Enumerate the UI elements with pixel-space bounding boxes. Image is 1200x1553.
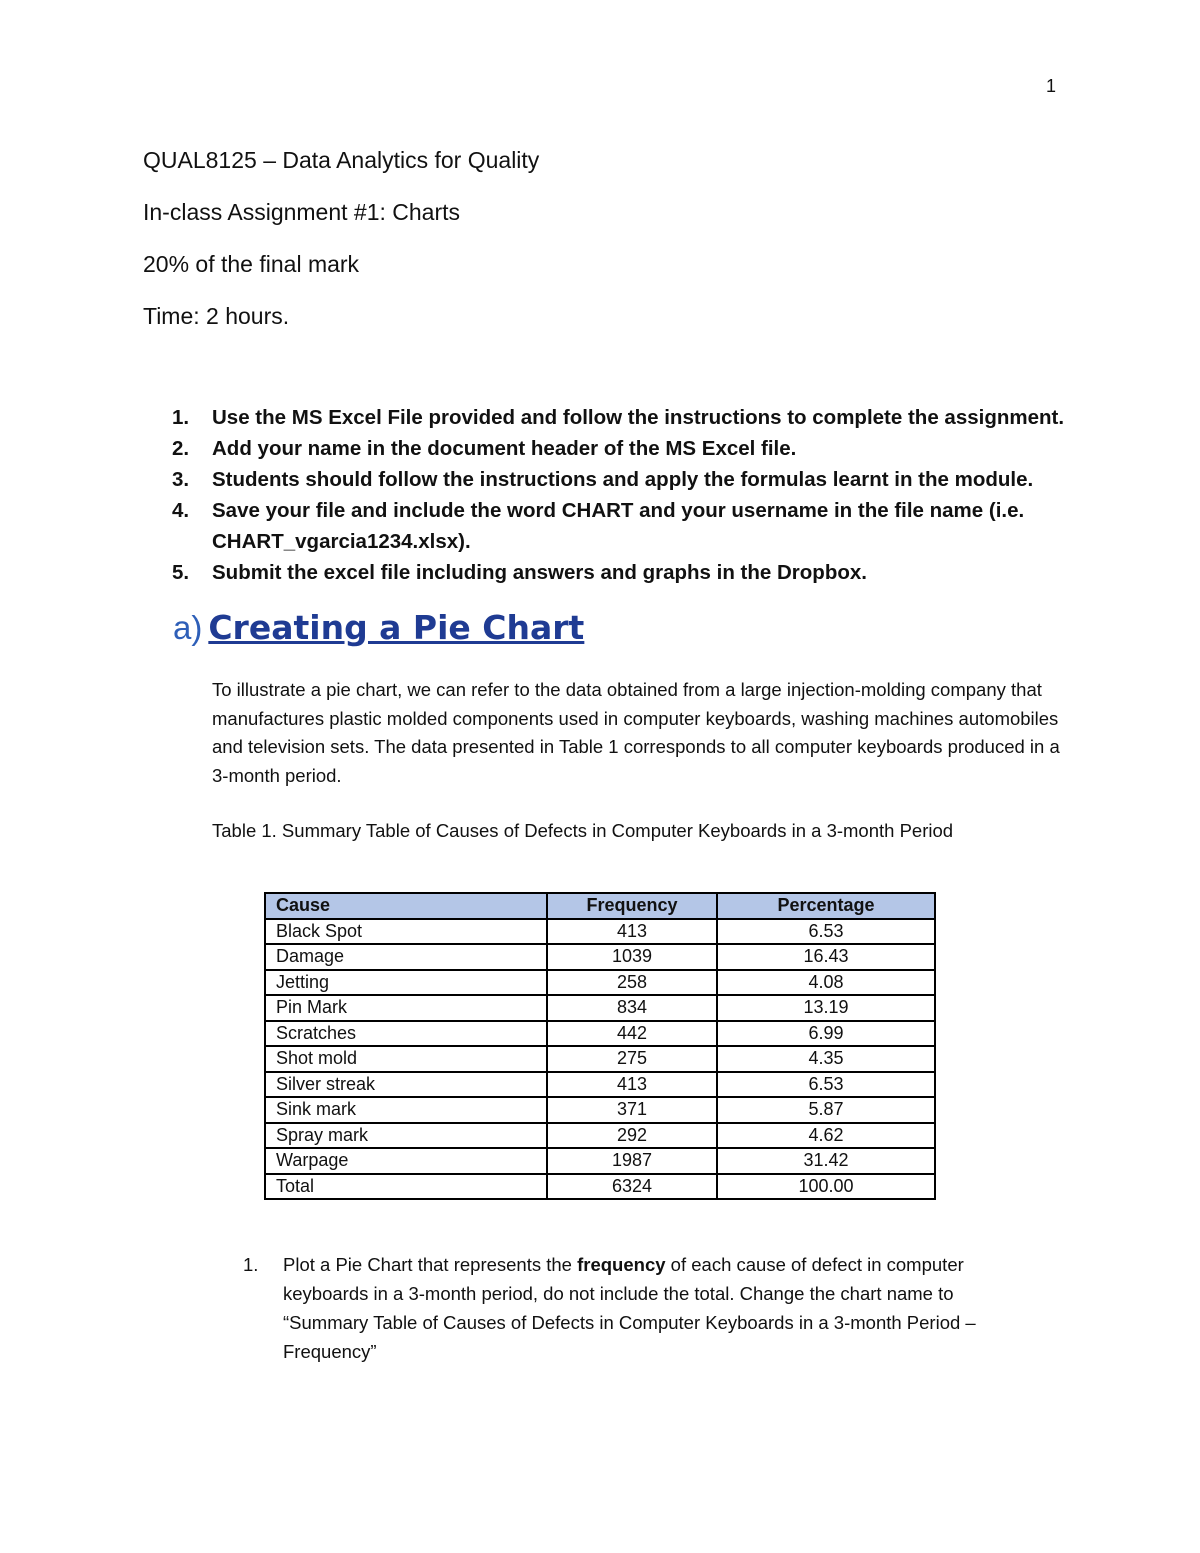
percentage-cell: 5.87 — [717, 1097, 935, 1123]
cause-cell: Sink mark — [265, 1097, 547, 1123]
section-heading — [173, 608, 584, 647]
question-text-after: of each cause of defect in computer keyboards in a 3-month period, do not include the total. Change the chart name to “Summary Table of Causes of Defects in Computer Keyboards in a 3-month Period – Frequency” — [283, 1254, 976, 1362]
cause-cell: Jetting — [265, 970, 547, 996]
section-title: Creating a Pie Chart — [208, 608, 585, 647]
table-row — [265, 919, 935, 945]
table-row — [265, 1123, 935, 1149]
table-row — [265, 970, 935, 996]
percentage-cell: 4.35 — [717, 1046, 935, 1072]
list-item — [172, 433, 1072, 464]
percentage-cell: 16.43 — [717, 944, 935, 970]
frequency-cell: 442 — [547, 1021, 717, 1047]
percentage-cell: 6.53 — [717, 919, 935, 945]
frequency-cell: 413 — [547, 1072, 717, 1098]
list-text: Students should follow the instructions and apply the formulas learnt in the module. — [212, 468, 1034, 491]
question-text — [283, 1250, 1043, 1366]
section-letter: a) — [173, 609, 203, 646]
percentage-cell: 6.53 — [717, 1072, 935, 1098]
percentage-cell: 4.08 — [717, 970, 935, 996]
table-row — [265, 944, 935, 970]
table-row — [265, 1097, 935, 1123]
question-emphasis: frequency — [577, 1254, 666, 1275]
cause-cell: Total — [265, 1174, 547, 1200]
column-header-frequency: Frequency — [547, 893, 717, 919]
defects-table — [264, 892, 936, 1200]
cause-cell: Damage — [265, 944, 547, 970]
list-number: 5. — [172, 561, 190, 584]
grade-weight: 20% of the final mark — [143, 251, 360, 277]
cause-cell: Pin Mark — [265, 995, 547, 1021]
list-text: Save your file and include the word CHART and your username in the file name (i.e. CHART_vgarcia1234.xlsx). — [212, 499, 1025, 553]
question-text-before: Plot a Pie Chart that represents the — [283, 1254, 578, 1275]
cause-cell: Spray mark — [265, 1123, 547, 1149]
list-number: 1. — [243, 1254, 259, 1275]
course-title: QUAL8125 – Data Analytics for Quality — [143, 147, 540, 173]
page-number: 1 — [1046, 76, 1057, 96]
list-text: Submit the excel file including answers and graphs in the Dropbox. — [212, 561, 867, 584]
list-number: 1. — [172, 406, 190, 429]
table-header-row — [265, 893, 935, 919]
cause-cell: Silver streak — [265, 1072, 547, 1098]
questions-list — [243, 1250, 1043, 1366]
percentage-cell: 4.62 — [717, 1123, 935, 1149]
table-caption: Table 1. Summary Table of Causes of Defects in Computer Keyboards in a 3-month Period — [212, 820, 954, 841]
percentage-cell: 6.99 — [717, 1021, 935, 1047]
list-item — [243, 1250, 1043, 1366]
cause-cell: Black Spot — [265, 919, 547, 945]
cause-cell: Scratches — [265, 1021, 547, 1047]
column-header-cause: Cause — [265, 893, 547, 919]
frequency-cell: 1039 — [547, 944, 717, 970]
assignment-title: In-class Assignment #1: Charts — [143, 199, 461, 225]
percentage-cell: 13.19 — [717, 995, 935, 1021]
list-number: 2. — [172, 437, 190, 460]
list-item — [172, 557, 1072, 588]
table-row — [265, 1021, 935, 1047]
list-item — [172, 402, 1072, 433]
instructions-list — [172, 402, 1072, 588]
list-number: 3. — [172, 468, 190, 491]
list-item — [172, 495, 1072, 557]
frequency-cell: 413 — [547, 919, 717, 945]
time-limit: Time: 2 hours. — [143, 303, 290, 329]
list-text: Add your name in the document header of the MS Excel file. — [212, 437, 797, 460]
percentage-cell: 100.00 — [717, 1174, 935, 1200]
cause-cell: Warpage — [265, 1148, 547, 1174]
frequency-cell: 292 — [547, 1123, 717, 1149]
frequency-cell: 258 — [547, 970, 717, 996]
table-row — [265, 1148, 935, 1174]
cause-cell: Shot mold — [265, 1046, 547, 1072]
table-total-row — [265, 1174, 935, 1200]
frequency-cell: 6324 — [547, 1174, 717, 1200]
frequency-cell: 275 — [547, 1046, 717, 1072]
frequency-cell: 371 — [547, 1097, 717, 1123]
table-row — [265, 1046, 935, 1072]
percentage-cell: 31.42 — [717, 1148, 935, 1174]
intro-paragraph: To illustrate a pie chart, we can refer to the data obtained from a large injection-molding company that manufactures plastic molded components used in computer keyboards, washing machines automobiles and television sets. The data presented in Table 1 corresponds to all computer keyboards produced in a 3-month period. — [212, 679, 1060, 786]
list-text: Use the MS Excel File provided and follow the instructions to complete the assignment. — [212, 406, 1065, 429]
list-number: 4. — [172, 499, 190, 522]
frequency-cell: 834 — [547, 995, 717, 1021]
table-row — [265, 1072, 935, 1098]
list-item — [172, 464, 1072, 495]
table-row — [265, 995, 935, 1021]
frequency-cell: 1987 — [547, 1148, 717, 1174]
document-header — [143, 143, 539, 351]
column-header-percentage: Percentage — [717, 893, 935, 919]
